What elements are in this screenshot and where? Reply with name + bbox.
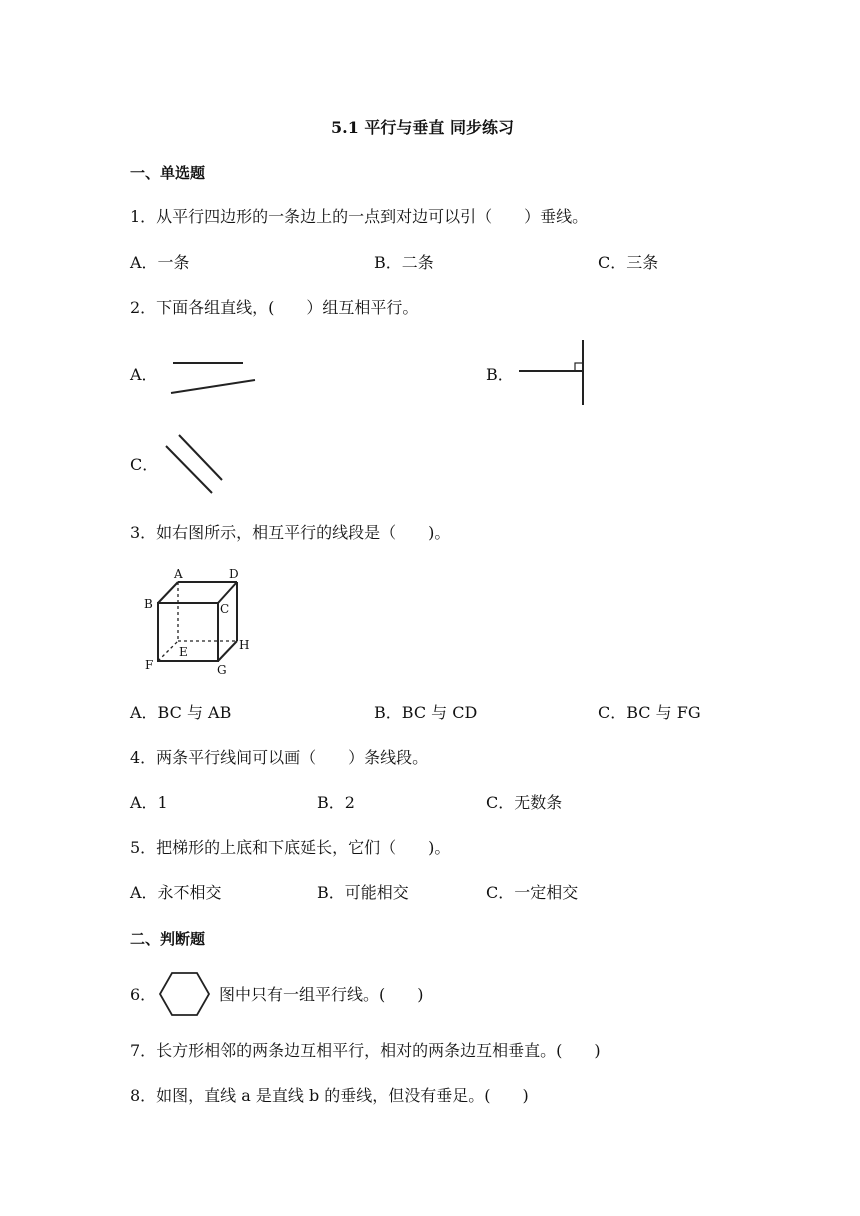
section-heading-single-choice: 一、单选题 [130,164,206,182]
figure-a-line-2 [171,380,255,393]
question-4-option-b[interactable]: B．2 [317,793,355,812]
question-2-option-a[interactable]: A． [130,365,158,384]
question-2-stem: 2．下面各组直线，( ）组互相平行。 [130,298,419,317]
cube-label-f: F [145,658,154,672]
question-6-text: 图中只有一组平行线。( ) [219,985,424,1004]
question-3-option-a[interactable]: A．BC 与 AB [130,703,232,722]
cube-edge-GH [218,641,237,661]
cube-label-d: D [229,567,239,581]
section-heading-true-false: 二、判断题 [130,930,206,948]
question-1-option-c[interactable]: C．三条 [598,253,659,272]
figure-c-line-2 [179,435,222,480]
cube-edge-BA [158,582,178,603]
question-1-option-b[interactable]: B．二条 [374,253,434,272]
figure-c-line-1 [166,446,212,493]
page-title: 5.1 平行与垂直 同步练习 [331,118,514,137]
cube-label-c: C [220,602,230,616]
question-7-stem: 7．长方形相邻的两条边互相平行，相对的两条边互相垂直。( ) [130,1041,601,1060]
question-3-stem: 3．如右图所示，相互平行的线段是（ )。 [130,523,451,542]
hexagon-shape [160,973,209,1015]
question-5-option-a[interactable]: A．永不相交 [130,883,222,902]
question-5-option-b[interactable]: B．可能相交 [317,883,409,902]
question-1-stem: 1．从平行四边形的一条边上的一点到对边可以引（ ）垂线。 [130,207,589,226]
cube-label-g: G [217,663,227,677]
question-4-option-a[interactable]: A．1 [130,793,168,812]
cube-label-a: A [174,567,183,581]
cube-edge-CD [218,582,237,603]
question-2-figure-a [165,355,265,400]
question-2-figure-b [515,338,595,408]
cube-figure [140,565,260,680]
cube-label-e: E [179,645,188,659]
question-1-option-a[interactable]: A．一条 [130,253,190,272]
hexagon-figure [159,971,211,1017]
question-3-option-c[interactable]: C．BC 与 FG [598,703,701,722]
question-8-stem: 8．如图，直线 a 是直线 b 的垂线，但没有垂足。( ) [130,1086,529,1105]
question-5-stem: 5．把梯形的上底和下底延长，它们（ )。 [130,838,451,857]
question-5-option-c[interactable]: C．一定相交 [486,883,579,902]
right-angle-mark [575,363,583,371]
question-3-option-b[interactable]: B．BC 与 CD [374,703,478,722]
question-2-figure-c [160,430,240,500]
question-2-option-b[interactable]: B． [486,365,514,384]
question-4-option-c[interactable]: C．无数条 [486,793,563,812]
cube-label-b: B [144,597,153,611]
question-4-stem: 4．两条平行线间可以画（ ）条线段。 [130,748,429,767]
cube-label-h: H [239,638,250,652]
question-2-option-c[interactable]: C． [130,455,159,474]
cube-hidden-edge-FE [158,641,178,661]
question-6-number: 6． [130,985,157,1004]
